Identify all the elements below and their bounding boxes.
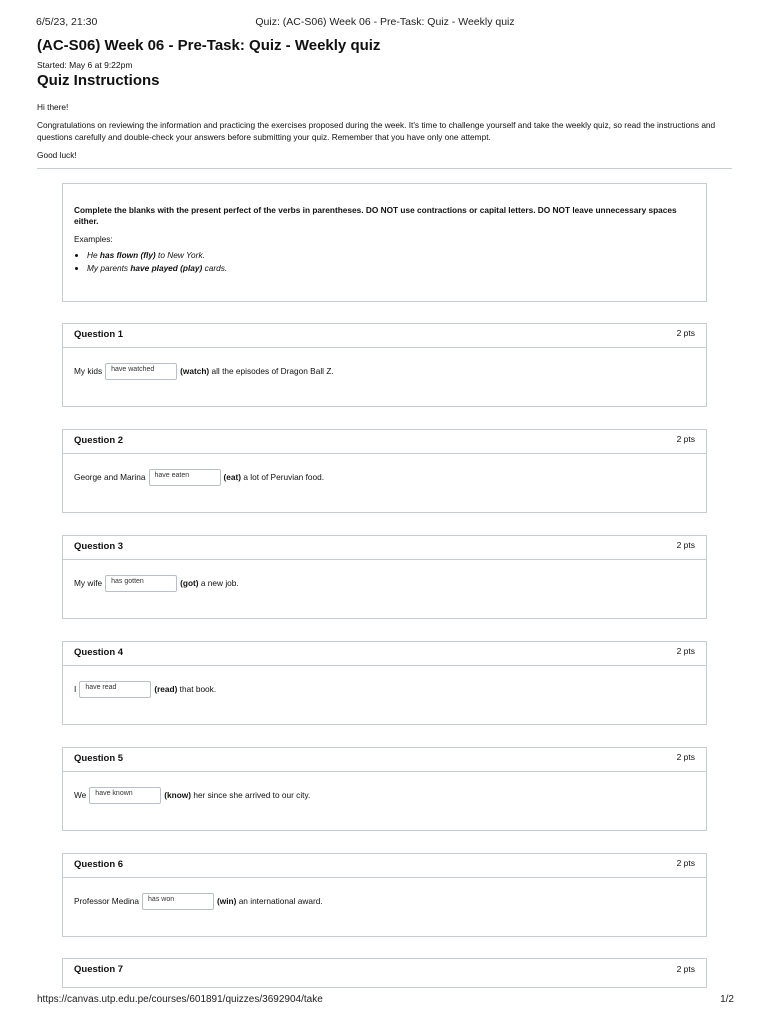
question-text-before: I	[74, 684, 77, 694]
question-points: 2 pts	[676, 328, 695, 338]
question-body	[74, 362, 334, 380]
question-verb: (eat)	[223, 472, 242, 482]
question-header-divider	[63, 981, 706, 988]
example-pre: He	[87, 250, 100, 260]
answer-input[interactable]: have known	[89, 787, 161, 804]
question-text-before: My kids	[74, 366, 103, 376]
question-1	[62, 323, 707, 407]
example-answer: has flown (fly)	[99, 250, 156, 260]
question-header	[63, 536, 706, 560]
print-doc-title: Quiz: (AC-S06) Week 06 - Pre-Task: Quiz - Weekly quiz	[255, 16, 515, 28]
answer-input[interactable]: have watched	[105, 363, 177, 380]
answer-input[interactable]: have eaten	[149, 469, 221, 486]
question-text-after: a lot of Peruvian food.	[241, 472, 325, 482]
question-header	[63, 642, 706, 666]
intro-sign-off: Good luck!	[37, 150, 77, 160]
question-title: Question 2	[74, 435, 124, 446]
question-text-before: George and Marina	[74, 472, 146, 482]
question-header	[63, 748, 706, 772]
question-7	[62, 958, 707, 988]
quiz-title: (AC-S06) Week 06 - Pre-Task: Quiz - Weekly quiz	[37, 37, 381, 54]
example-item	[87, 250, 695, 261]
print-footer	[37, 994, 734, 1008]
answer-input[interactable]: has gotten	[105, 575, 177, 592]
question-body	[74, 574, 239, 592]
print-page-number: 1/2	[720, 994, 734, 1005]
divider	[37, 168, 732, 169]
question-title: Question 1	[74, 329, 124, 340]
question-verb: (got)	[180, 578, 199, 588]
print-header	[36, 16, 734, 30]
question-text-after: her since she arrived to our city.	[191, 790, 311, 800]
question-verb: (win)	[217, 896, 237, 906]
example-post: to New York.	[155, 250, 205, 260]
quiz-intro	[37, 101, 732, 167]
question-verb: (read)	[154, 684, 178, 694]
question-header	[63, 430, 706, 454]
question-header	[63, 854, 706, 878]
answer-input[interactable]: has won	[142, 893, 214, 910]
answer-input[interactable]: have read	[79, 681, 151, 698]
question-title: Question 6	[74, 859, 124, 870]
question-text-after: a new job.	[198, 578, 239, 588]
question-3	[62, 535, 707, 619]
question-4	[62, 641, 707, 725]
example-post: cards.	[202, 263, 228, 273]
question-2	[62, 429, 707, 513]
question-text-before: We	[74, 790, 87, 800]
examples-label: Examples:	[74, 234, 113, 244]
question-points: 2 pts	[676, 434, 695, 444]
question-5	[62, 747, 707, 831]
question-text-before: Professor Medina	[74, 896, 140, 906]
question-points: 2 pts	[676, 646, 695, 656]
instructions-heading: Quiz Instructions	[37, 72, 160, 89]
intro-body: Congratulations on reviewing the information and practicing the exercises proposed during the week. It's time to challenge yourself and take the weekly quiz, so read the instructions and questions carefully and double-check your answers before submitting your quiz. Remember that you have only one attempt.	[37, 120, 716, 142]
question-text-after: an international award.	[236, 896, 323, 906]
question-text-after: all the episodes of Dragon Ball Z.	[209, 366, 334, 376]
example-pre: My parents	[87, 263, 131, 273]
instruction-directions: Complete the blanks with the present perfect of the verbs in parentheses. DO NOT use contractions or capital letters. DO NOT leave unnecessary spaces either.	[74, 205, 677, 226]
examples-list	[74, 250, 695, 274]
question-6	[62, 853, 707, 937]
question-body	[74, 680, 216, 698]
question-points: 2 pts	[676, 858, 695, 868]
question-points: 2 pts	[676, 540, 695, 550]
question-body	[74, 892, 323, 910]
question-body	[74, 786, 310, 804]
question-text-before: My wife	[74, 578, 103, 588]
question-title: Question 7	[74, 964, 124, 975]
question-points: 2 pts	[676, 964, 695, 974]
example-answer: have played (play)	[130, 263, 203, 273]
instruction-box	[62, 183, 707, 302]
question-text-after: that book.	[177, 684, 217, 694]
intro-greeting: Hi there!	[37, 102, 69, 112]
question-title: Question 5	[74, 753, 124, 764]
print-url: https://canvas.utp.edu.pe/courses/601891/quizzes/3692904/take	[37, 994, 323, 1005]
example-item	[87, 263, 695, 274]
question-body	[74, 468, 324, 486]
question-verb: (watch)	[180, 366, 210, 376]
print-datetime: 6/5/23, 21:30	[36, 16, 98, 28]
quiz-started-time: Started: May 6 at 9:22pm	[37, 60, 133, 70]
question-title: Question 3	[74, 541, 124, 552]
question-title: Question 4	[74, 647, 124, 658]
question-header	[63, 324, 706, 348]
question-points: 2 pts	[676, 752, 695, 762]
question-verb: (know)	[164, 790, 192, 800]
